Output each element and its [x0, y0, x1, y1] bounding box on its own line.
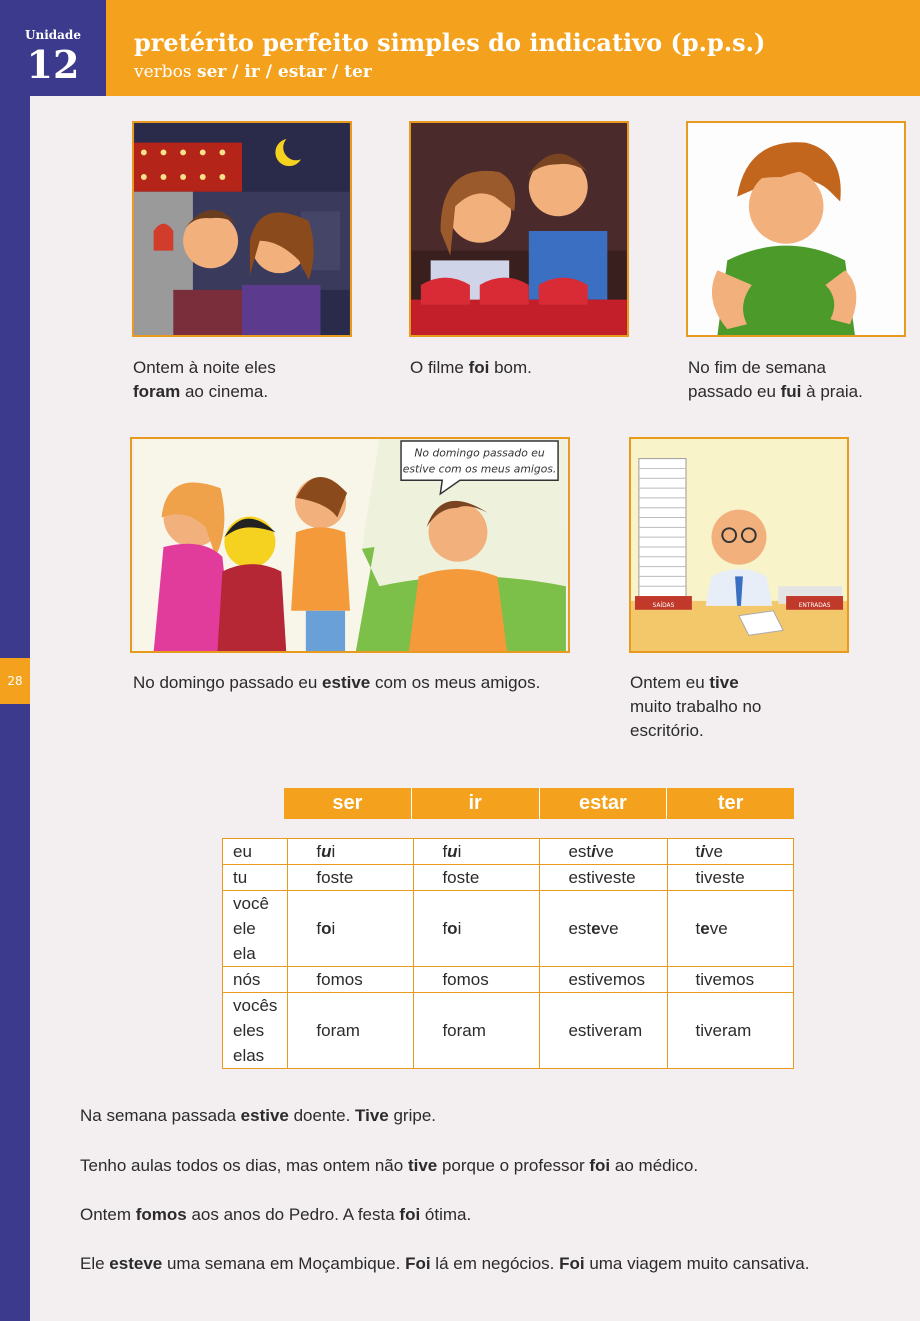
- table-row: [223, 865, 794, 891]
- caption-line: [688, 380, 863, 404]
- form-ending: i: [331, 841, 336, 861]
- caption-cinema-night: [133, 356, 276, 404]
- sentence-text: lá em negócios.: [430, 1254, 560, 1273]
- form-cell: [288, 891, 414, 967]
- form-stem: f: [442, 841, 448, 861]
- form-cell: [414, 891, 540, 967]
- office-illustration: [629, 437, 849, 653]
- caption-bold-verb: foram: [133, 382, 181, 401]
- form-cell: tiveste: [667, 865, 793, 891]
- pronoun: ela: [233, 944, 256, 963]
- form-highlight: e: [700, 918, 710, 938]
- sentence-text: porque o professor: [437, 1156, 590, 1175]
- sentence-text: uma semana em Moçambique.: [162, 1254, 406, 1273]
- caption-line: [630, 671, 761, 695]
- conjugation-table: [222, 838, 794, 1069]
- sentence-verb: foi: [399, 1205, 421, 1224]
- sentence-verb: estive: [240, 1106, 289, 1125]
- sentence-text: Ele: [80, 1254, 110, 1273]
- caption-text: Ontem eu: [630, 673, 710, 692]
- friends-drawing: [132, 439, 568, 651]
- caption-film: [410, 356, 532, 380]
- pronoun-cell: [223, 865, 288, 891]
- cinema-night-drawing: [134, 123, 350, 335]
- form-ending: i: [331, 918, 336, 938]
- pronoun-cell: [223, 839, 288, 865]
- form-highlight: o: [321, 918, 332, 938]
- page-number: 28: [0, 658, 30, 704]
- form-highlight: o: [447, 918, 458, 938]
- caption-text: ao cinema.: [180, 382, 269, 401]
- caption-text: bom.: [489, 358, 532, 377]
- form-stem: t: [695, 918, 701, 938]
- form-cell: foram: [414, 993, 540, 1069]
- caption-bold-verb: tive: [709, 673, 739, 692]
- friends-illustration: [130, 437, 570, 653]
- pronoun: tu: [233, 868, 248, 887]
- form-cell: foram: [288, 993, 414, 1069]
- sentence-text: Tenho aulas todos os dias, mas ontem não: [80, 1156, 408, 1175]
- pronoun-cell: [223, 891, 288, 967]
- caption-line: [133, 380, 276, 404]
- form-stem: est: [568, 918, 592, 938]
- form-cell: [540, 839, 667, 865]
- pronoun: eles: [233, 1021, 265, 1040]
- form-cell: foste: [414, 865, 540, 891]
- unit-badge: [0, 0, 106, 96]
- caption-line: escritório.: [630, 721, 704, 740]
- table-row: [223, 839, 794, 865]
- verb-header-estar: estar: [539, 788, 667, 819]
- form-cell: foste: [288, 865, 414, 891]
- example-sentence: [80, 1205, 471, 1225]
- form-stem: t: [695, 841, 701, 861]
- form-cell: [414, 839, 540, 865]
- form-cell: estiveste: [540, 865, 667, 891]
- example-sentence: [80, 1254, 809, 1274]
- pronoun: vocês: [233, 996, 278, 1015]
- unit-label: Unidade: [25, 28, 81, 42]
- form-ending: i: [457, 918, 462, 938]
- sentence-verb: tive: [407, 1156, 438, 1175]
- form-ending: ve: [705, 841, 723, 861]
- caption-bold-verb: estive: [322, 673, 371, 692]
- verb-header-ter: ter: [666, 788, 794, 819]
- pronoun: você: [233, 894, 269, 913]
- example-sentence: [80, 1106, 436, 1126]
- table-row: [223, 891, 794, 967]
- tray-label-out: SAÍDAS: [652, 602, 675, 609]
- pronoun: eu: [233, 842, 252, 861]
- office-drawing: [631, 439, 847, 651]
- verb-header-ser: ser: [284, 788, 411, 819]
- caption-bold-verb: fui: [780, 382, 802, 401]
- caption-text: No domingo passado eu: [133, 673, 323, 692]
- sentence-text: doente.: [288, 1106, 356, 1125]
- caption-line: muito trabalho no: [630, 697, 762, 716]
- sentence-verb: foi: [589, 1156, 611, 1175]
- sentence-verb: Foi: [405, 1254, 431, 1273]
- sentence-verb: esteve: [109, 1254, 163, 1273]
- form-stem: est: [568, 841, 592, 861]
- conjugation-header: [284, 788, 794, 819]
- cinema-seats-illustration: [409, 121, 629, 337]
- beach-person-drawing: [688, 123, 904, 335]
- form-cell: fomos: [288, 967, 414, 993]
- sentence-text: aos anos do Pedro. A festa: [186, 1205, 400, 1224]
- form-cell: estiveram: [540, 993, 667, 1069]
- pronoun-cell: [223, 967, 288, 993]
- pronoun: elas: [233, 1046, 265, 1065]
- form-cell: tiveram: [667, 993, 793, 1069]
- pronoun: nós: [233, 970, 261, 989]
- caption-bold-verb: foi: [468, 358, 490, 377]
- form-stem: f: [442, 918, 448, 938]
- form-ending: ve: [595, 841, 614, 861]
- caption-text: passado eu: [688, 382, 781, 401]
- pronoun-cell: [223, 993, 288, 1069]
- form-cell: [540, 891, 667, 967]
- unit-number: 12: [26, 42, 80, 87]
- form-highlight: i: [591, 841, 596, 861]
- page-subtitle: [134, 62, 372, 82]
- sentence-text: Na semana passada: [80, 1106, 241, 1125]
- form-highlight: u: [447, 841, 458, 861]
- pronoun: ele: [233, 919, 256, 938]
- verb-header-ir: ir: [411, 788, 539, 819]
- table-row: [223, 967, 794, 993]
- form-cell: [667, 839, 793, 865]
- sentence-text: Ontem: [80, 1205, 136, 1224]
- caption-beach: [688, 356, 863, 404]
- example-sentence: [80, 1156, 698, 1176]
- caption-office: [630, 671, 761, 743]
- page-title: pretérito perfeito simples do indicativo (p.p.s.): [134, 28, 766, 57]
- caption-line: Ontem à noite eles: [133, 358, 276, 377]
- speech-bubble-line1: No domingo passado eu: [414, 446, 545, 460]
- sentence-text: ao médico.: [610, 1156, 699, 1175]
- form-cell: tivemos: [667, 967, 793, 993]
- form-cell: [667, 891, 793, 967]
- caption-text: O filme: [410, 358, 469, 377]
- caption-text: à praia.: [801, 382, 863, 401]
- form-highlight: i: [700, 841, 705, 861]
- form-ending: i: [457, 841, 462, 861]
- caption-line: No fim de semana: [688, 358, 826, 377]
- cinema-seats-drawing: [411, 123, 627, 335]
- sentence-verb: fomos: [135, 1205, 187, 1224]
- sentence-verb: Foi: [559, 1254, 585, 1273]
- form-highlight: e: [591, 918, 601, 938]
- caption-friends: [133, 671, 540, 695]
- form-stem: f: [316, 841, 322, 861]
- form-cell: estivemos: [540, 967, 667, 993]
- speech-bubble-line2: estive com os meus amigos.: [402, 462, 557, 476]
- form-cell: [288, 839, 414, 865]
- subtitle-verbs: ser / ir / estar / ter: [197, 62, 372, 82]
- tray-label-in: ENTRADAS: [798, 602, 831, 609]
- cinema-night-illustration: [132, 121, 352, 337]
- sentence-text: gripe.: [388, 1106, 436, 1125]
- form-ending: ve: [600, 918, 619, 938]
- table-row: [223, 993, 794, 1069]
- form-cell: fomos: [414, 967, 540, 993]
- sentence-verb: Tive: [355, 1106, 389, 1125]
- subtitle-lead: verbos: [134, 62, 192, 82]
- sentence-text: uma viagem muito cansativa.: [584, 1254, 810, 1273]
- form-highlight: u: [321, 841, 332, 861]
- form-ending: ve: [709, 918, 728, 938]
- caption-text: com os meus amigos.: [370, 673, 541, 692]
- sentence-text: ótima.: [420, 1205, 472, 1224]
- beach-person-illustration: [686, 121, 906, 337]
- form-stem: f: [316, 918, 322, 938]
